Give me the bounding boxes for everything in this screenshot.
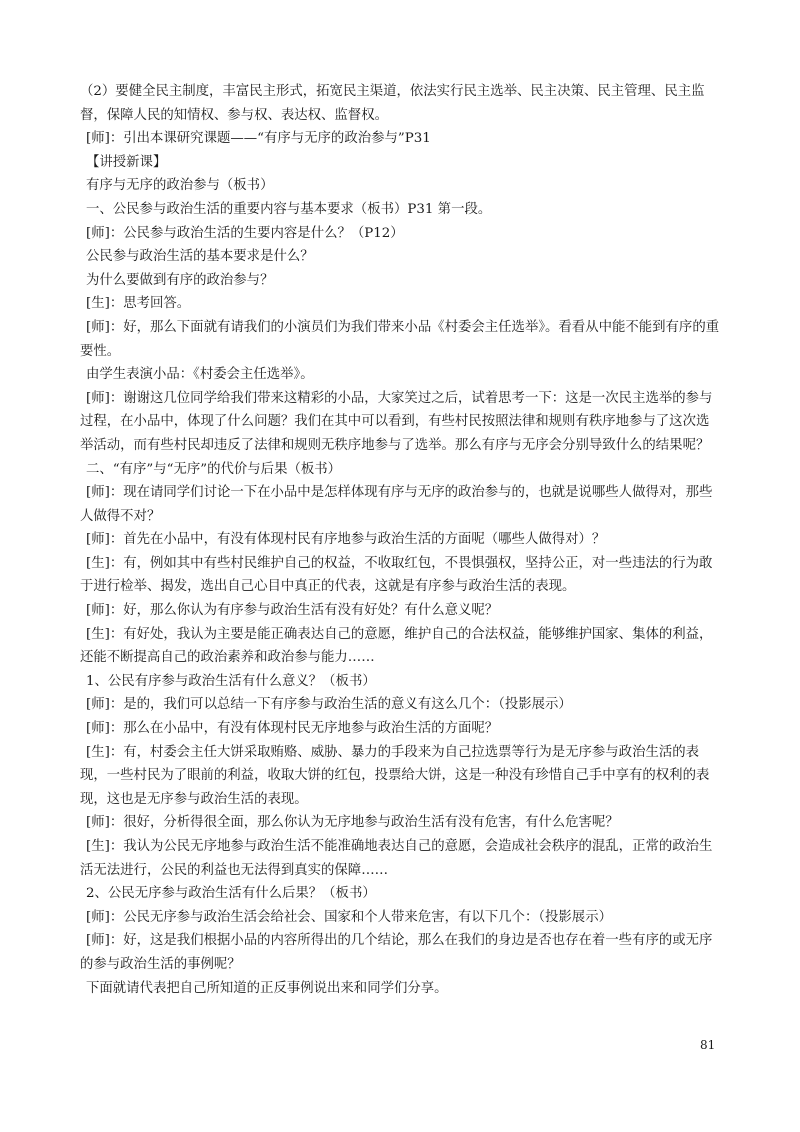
- paragraph: [生]：我认为公民无序地参与政治生活不能准确地表达自己的意愿，会造成社会秩序的混乱，正常的政治生活无法进行，公民的利益也无法得到真实的保障……: [80, 839, 713, 878]
- paragraph: [生]：有好处，我认为主要是能正确表达自己的意愿，维护自己的合法权益，能够维护国家、集体的利益，还能不断提高自己的政治素养和政治参与能力……: [80, 626, 713, 666]
- paragraph: [师]：首先在小品中，有没有体现村民有序地参与政治生活的方面呢（哪些人做得对）？: [86, 532, 606, 548]
- paragraph: [师]：谢谢这几位同学给我们带来这精彩的小品，大家笑过之后，试着思考一下：这是一次民主选举的参与过程，在小品中，体现了什么问题？我们在其中可以看到，有些村民按照法律和规则有秩序地参与了这次选举活动，而有些村民却违反了法律和规则无秩序地参与了选举。那么有序与无序会分别导致什么的结果呢？: [80, 390, 713, 453]
- section-heading: 【讲授新课】: [86, 154, 167, 170]
- subsection-heading: 1、公民有序参与政治生活有什么意义？（板书）: [86, 673, 376, 689]
- section-heading: 二、“有序”与“无序”的代价与后果（板书）: [86, 461, 342, 477]
- paragraph: [师]：好，那么你认为有序参与政治生活有没有好处？有什么意义呢？: [86, 603, 499, 619]
- paragraph: [师]：很好，分析得很全面，那么你认为无序地参与政治生活有没有危害，有什么危害呢？: [86, 815, 619, 831]
- paragraph: [师]：现在请同学们讨论一下在小品中是怎样体现有序与无序的政治参与的，也就是说哪些人做得对，那些人做得不对？: [80, 485, 713, 524]
- paragraph: [生]：有，村委会主任大饼采取贿赂、威胁、暴力的手段来为自己拉选票等行为是无序参与政治生活的表现，一些村民为了眼前的利益，收取大饼的红包，投票给大饼，这是一种没有珍惜自己手中享有的权利的表现，这也是无序参与政治生活的表现。: [80, 744, 710, 807]
- paragraph: [师]：公民无序参与政治生活会给社会、国家和个人带来危害，有以下几个：（投影展示）: [86, 909, 612, 925]
- page-number: 81: [700, 1038, 716, 1052]
- lesson-title: 有序与无序的政治参与（板书）: [86, 178, 274, 194]
- paragraph: [师]：公民参与政治生活的生要内容是什么？（P12）: [86, 225, 404, 241]
- paragraph: [生]：有，例如其中有些村民维护自己的权益，不收取红包，不畏惧强权，坚持公正，对一些违法的行为敢于进行检举、揭发，选出自己心目中真正的代表，这就是有序参与政治生活的表现。: [80, 555, 713, 595]
- paragraph: 为什么要做到有序的政治参与？: [86, 272, 274, 288]
- paragraph: [师]：那么在小品中，有没有体现村民无序地参与政治生活的方面呢？: [86, 721, 499, 737]
- paragraph: [生]：思考回答。: [86, 296, 191, 312]
- paragraph: 下面就请代表把自己所知道的正反事例说出来和同学们分享。: [86, 980, 448, 996]
- subsection-heading: 2、公民无序参与政治生活有什么后果？（板书）: [86, 886, 376, 902]
- paragraph: （2）要健全民主制度，丰富民主形式，拓宽民主渠道，依法实行民主选举、民主决策、民主管理、民主监督，保障人民的知情权、参与权、表达权、监督权。: [80, 84, 705, 123]
- paragraph: [师]：好，这是我们根据小品的内容所得出的几个结论，那么在我们的身边是否也存在着一些有序的或无序的参与政治生活的事例呢？: [80, 933, 713, 972]
- document-body: [80, 80, 720, 1000]
- paragraph: 公民参与政治生活的基本要求是什么？: [86, 249, 314, 265]
- paragraph: [师]：是的，我们可以总结一下有序参与政治生活的意义有这么几个：（投影展示）: [86, 697, 572, 713]
- paragraph: [师]：好，那么下面就有请我们的小演员们为我们带来小品《村委会主任选举》。看看从中能不能到有序的重要性。: [80, 319, 720, 359]
- paragraph: [师]：引出本课研究课题——“有序与无序的政治参与”P31: [86, 131, 431, 147]
- section-heading: 一、公民参与政治生活的重要内容与基本要求（板书）P31 第一段。: [86, 201, 492, 217]
- paragraph: 由学生表演小品：《村委会主任选举》。: [86, 367, 314, 383]
